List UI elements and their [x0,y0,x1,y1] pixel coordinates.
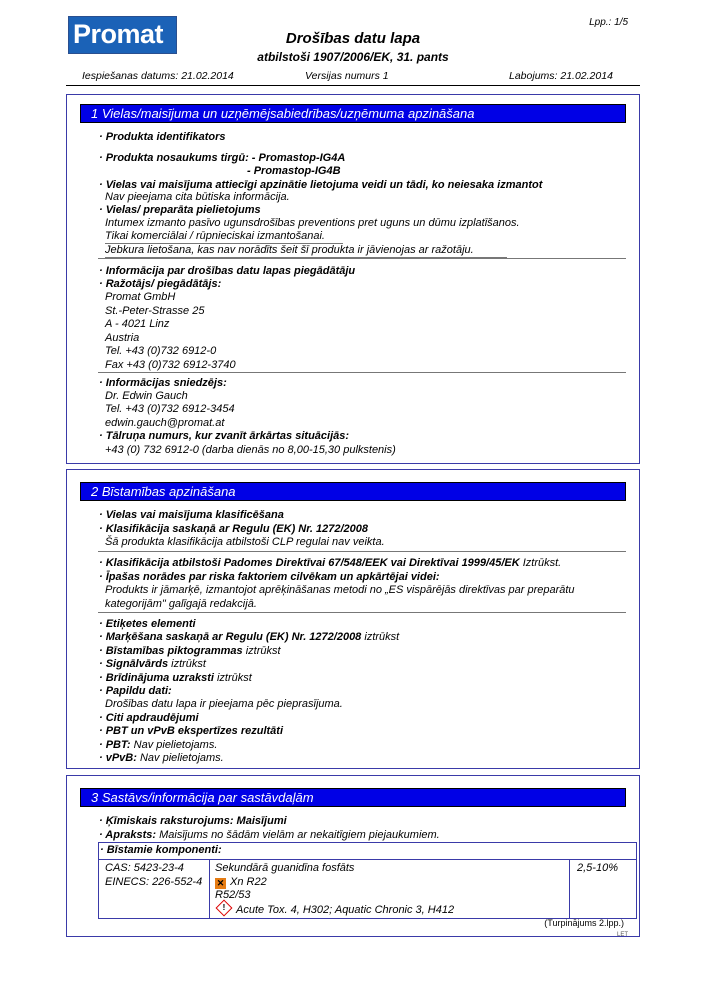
xn-text: Xn R22 [230,876,267,888]
s2-line [99,645,281,658]
harmful-icon: ✕ [216,878,225,888]
s2-bold: · Klasifikācija atbilstoši Padomes Direktīvai 67/548/EEK vai Direktīvai 1999/45/EK [99,557,520,569]
s1-line: St.-Peter-Strasse 25 [105,305,205,317]
s1-line: Tel. +43 (0)732 6912-3454 [105,403,235,415]
logo-text: Promat [73,19,164,49]
s2-line: kategorijām" galīgajā redakcijā. [105,598,257,610]
component-name: Sekundārā guanidīna fosfāts [215,862,355,874]
document-subtitle: atbilstoši 1907/2006/EK, 31. pants [257,50,449,64]
s2-line: · Papildu dati: [99,685,172,697]
s2-line [99,752,224,765]
separator [98,612,626,613]
s2-line: · Etiķetes elementi [99,618,196,630]
s2-line: · Īpašas norādes par riska faktoriem cilvēkam un apkārtējai videi: [99,571,440,583]
s1-line: · Tālruņa numurs, kur zvanīt ārkārtas situācijās: [99,430,350,442]
s1-line: · Produkta identifikators [99,131,226,143]
s2-line: Produkts ir jāmarķē, izmantojot aprēķināšanas metodi no „ES vispārējās direktīvas par preparātu [105,584,575,596]
s1-line: · Produkta nosaukums tirgū: - Promastop-IG4A [99,152,346,164]
s1-line: Tel. +43 (0)732 6912-0 [105,345,217,357]
s1-line: · Vielas/ preparāta pielietojums [99,204,261,216]
s1-line: Jebkura lietošana, kas nav norādīts šeit šī produkta ir jāvienojas ar ražotāju. [105,244,507,258]
s2-line [99,631,399,644]
s2-value: iztrūkst [242,645,281,657]
header-divider [66,85,640,86]
s1-line: Dr. Edwin Gauch [105,390,188,402]
s2-value: iztrūkst [361,631,400,643]
clp-text: Acute Tox. 4, H302; Aquatic Chronic 3, H412 [236,904,455,916]
s1-line: Fax +43 (0)732 6912-3740 [105,359,236,371]
cas-number: CAS: 5423-23-4 [105,862,184,874]
s1-line: A - 4021 Linz [105,318,170,330]
language-code: LET [616,932,628,938]
separator [98,551,626,552]
table-column-divider [209,859,210,918]
s2-line [99,557,561,570]
s3-value: Maisījums no šādām vielām ar nekaitīgiem piejaukumiem. [156,829,440,841]
s2-line [99,672,252,685]
issue-date: Iespiešanas datums: 21.02.2014 [82,70,234,82]
s1-line: · Ražotājs/ piegādātājs: [99,278,222,290]
s2-value: iztrūkst [213,672,252,684]
r-phrases: R52/53 [215,889,251,901]
hazardous-components-table [98,842,637,919]
s2-line: Drošības datu lapa ir pieejama pēc pieprasījuma. [105,698,343,710]
version-number: Versijas numurs 1 [305,70,389,82]
s1-line: Promat GmbH [105,291,176,303]
section-3 [66,775,640,937]
section-1 [66,94,640,464]
s2-line: · PBT un vPvB ekspertīzes rezultāti [99,725,283,737]
component-percentage: 2,5-10% [577,862,618,874]
s2-line: · Vielas vai maisījuma klasificēšana [99,509,284,521]
s2-value: Nav pielietojams. [130,739,218,751]
separator [98,372,626,373]
s2-bold: · PBT: [99,739,131,751]
s1-line: · Informācijas sniedzējs: [99,377,227,389]
s2-line [99,739,217,752]
s2-bold: · Brīdinājuma uzraksti [99,672,214,684]
clp-classification [215,902,454,917]
s2-bold: · vPvB: [99,752,137,764]
s3-line [99,829,440,842]
s1-line: edwin.gauch@promat.at [105,417,225,429]
s1-line: · Informācija par drošības datu lapas piegādātāju [99,265,356,277]
s3-line: · Ķīmiskais raksturojums: Maisījumi [99,815,287,827]
s1-line: Austria [105,332,140,344]
s2-bold: · Signālvārds [99,658,169,670]
s2-line: · Citi apdraudējumi [99,712,199,724]
table-header: · Bīstamie komponenti: [100,844,222,856]
s2-line: · Klasifikācija saskaņā ar Regulu (EK) Nr. 1272/2008 [99,523,369,535]
section-2 [66,469,640,769]
s2-line: Šā produkta klasifikācija atbilstoši CLP regulai nav veikta. [105,536,385,548]
revision-date: Labojums: 21.02.2014 [509,70,613,82]
s1-line: · Vielas vai maisījuma attiecīgi apzinātie lietojuma veidi un tādi, ko neiesaka izmantot [99,179,543,191]
s1-line: Intumex izmanto pasīvo ugunsdrošības preventions pret uguns un dūmu izplatīšanos. [105,217,520,229]
section-2-heading: 2 Bīstamības apzināšana [80,482,626,501]
xn-classification [215,876,267,889]
separator [98,258,626,259]
einecs-number: EINECS: 226-552-4 [105,876,203,888]
table-divider [99,859,636,860]
exclamation-icon: ! [216,900,233,917]
s1-line: - Promastop-IG4B [247,165,341,177]
s2-value: Iztrūkst. [519,557,562,569]
s1-line: +43 (0) 732 6912-0 (darba dienās no 8,00-15,30 pulkstenis) [105,444,396,456]
document-title: Drošības datu lapa [285,30,421,47]
s2-value: Nav pielietojams. [136,752,224,764]
s2-line [99,658,206,671]
table-column-divider [569,859,570,918]
page-number: Lpp.: 1/5 [589,17,628,28]
s2-bold: · Bīstamības piktogrammas [99,645,243,657]
s3-bold: · Apraksts: [99,829,157,841]
s1-line: Nav pieejama cita būtiska informācija. [105,191,290,203]
section-3-heading: 3 Sastāvs/informācija par sastāvdaļām [80,788,626,807]
s2-value: iztrūkst [168,658,206,670]
s2-bold: · Marķēšana saskaņā ar Regulu (EK) Nr. 1272/2008 [99,631,362,643]
continued-note: (Turpinājums 2.lpp.) [544,918,624,928]
s1-line: Tikai komerciālai / rūpnieciskai izmantošanai. [105,230,343,244]
section-1-heading: 1 Vielas/maisījuma un uzņēmējsabiedrības/uzņēmuma apzināšana [80,104,626,123]
